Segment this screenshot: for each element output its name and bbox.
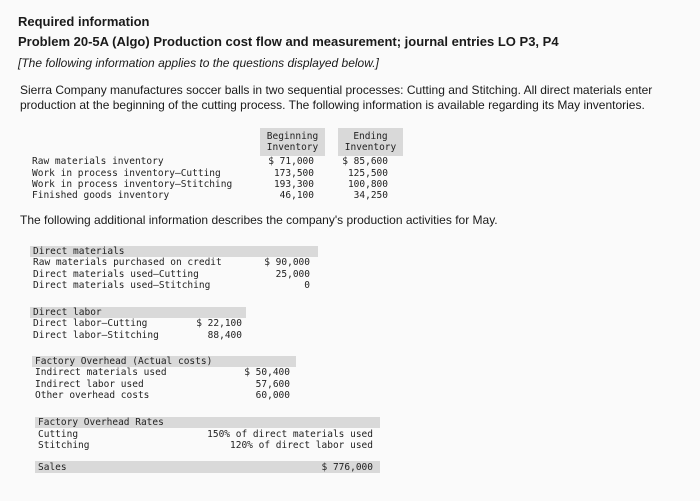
problem-title: Problem 20-5A (Algo) Production cost flow and measurement; journal entries LO P3, P4 bbox=[18, 34, 559, 49]
overhead-rates-row-label: Cutting bbox=[38, 429, 79, 440]
sales-row bbox=[35, 461, 380, 474]
inventory-row-ending: 100,800 bbox=[347, 179, 388, 190]
direct-labor-title: Direct labor bbox=[33, 307, 102, 318]
direct-labor-row-value: $ 22,100 bbox=[196, 318, 242, 329]
ending-header-1: Ending bbox=[353, 131, 388, 142]
direct-materials-table bbox=[30, 246, 322, 296]
intro-paragraph: Sierra Company manufactures soccer balls in two sequential processes: Cutting and Stitching. All direct materials enter production at the beginning of the cutting process. The following information is available regarding its May inventories. bbox=[20, 83, 653, 112]
direct-labor-table bbox=[30, 307, 250, 345]
beginning-header-2: Inventory bbox=[266, 142, 319, 153]
direct-materials-row-label: Direct materials used–Cutting bbox=[33, 269, 199, 280]
direct-materials-row-label: Direct materials used–Stitching bbox=[33, 280, 211, 291]
inventory-row-ending: 125,500 bbox=[347, 168, 388, 179]
factory-overhead-row-label: Indirect labor used bbox=[35, 379, 144, 390]
direct-labor-row-label: Direct labor–Cutting bbox=[33, 318, 148, 329]
inventory-row-label: Finished goods inventory bbox=[32, 190, 170, 201]
inventory-row-ending: 34,250 bbox=[353, 190, 388, 201]
direct-materials-row-label: Raw materials purchased on credit bbox=[33, 257, 222, 268]
factory-overhead-row-label: Other overhead costs bbox=[35, 390, 150, 401]
inventory-row-ending: $ 85,600 bbox=[342, 156, 388, 167]
overhead-rates-table bbox=[35, 417, 385, 453]
inventory-row-beginning: 173,500 bbox=[273, 168, 314, 179]
factory-overhead-row-value: 60,000 bbox=[255, 390, 290, 401]
inventory-row-label: Work in process inventory–Stitching bbox=[32, 179, 233, 190]
overhead-rates-row-value: 150% of direct materials used bbox=[207, 429, 373, 440]
sales-label: Sales bbox=[38, 462, 67, 473]
overhead-rates-row-value: 120% of direct labor used bbox=[230, 440, 373, 451]
required-information-heading: Required information bbox=[18, 14, 150, 29]
factory-overhead-row-value: 57,600 bbox=[255, 379, 290, 390]
overhead-rates-row-label: Stitching bbox=[38, 440, 90, 451]
additional-info-paragraph: The following additional information describes the company's production activities for May. bbox=[20, 213, 498, 227]
beginning-header-1: Beginning bbox=[266, 131, 319, 142]
inventory-row-beginning: 46,100 bbox=[279, 190, 314, 201]
direct-labor-row-label: Direct labor–Stitching bbox=[33, 330, 159, 341]
inventory-row-label: Work in process inventory–Cutting bbox=[32, 168, 221, 179]
inventory-row-beginning: $ 71,000 bbox=[268, 156, 314, 167]
factory-overhead-title: Factory Overhead (Actual costs) bbox=[35, 356, 213, 367]
direct-materials-row-value: 0 bbox=[304, 280, 310, 291]
inventory-row-beginning: 193,300 bbox=[273, 179, 314, 190]
inventory-table bbox=[28, 128, 408, 204]
direct-materials-row-value: $ 90,000 bbox=[264, 257, 310, 268]
factory-overhead-table bbox=[32, 356, 300, 406]
sales-value: $ 776,000 bbox=[321, 462, 373, 473]
direct-labor-row-value: 88,400 bbox=[207, 330, 242, 341]
info-note: [The following information applies to the questions displayed below.] bbox=[18, 56, 379, 70]
inventory-row-label: Raw materials inventory bbox=[32, 156, 164, 167]
ending-header-2: Inventory bbox=[344, 142, 397, 153]
factory-overhead-row-value: $ 50,400 bbox=[244, 367, 290, 378]
factory-overhead-row-label: Indirect materials used bbox=[35, 367, 167, 378]
direct-materials-row-value: 25,000 bbox=[275, 269, 310, 280]
direct-materials-title: Direct materials bbox=[33, 246, 125, 257]
overhead-rates-title: Factory Overhead Rates bbox=[38, 417, 164, 428]
